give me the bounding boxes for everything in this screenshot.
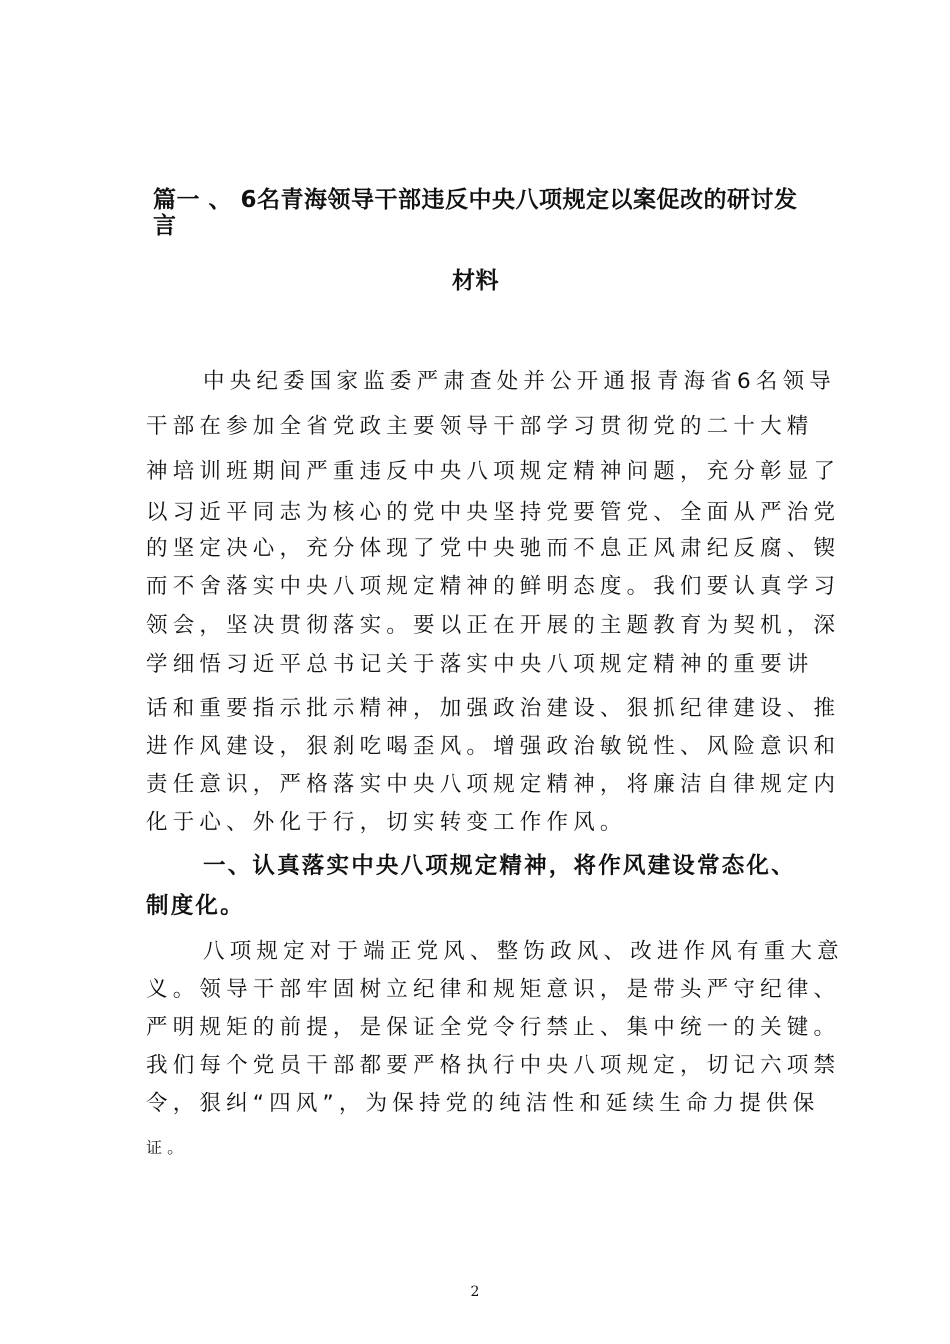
paragraph-1-line: 神培训班期间严重违反中央八项规定精神问题，充分彰显了 [146,459,841,484]
paragraph-2-line: 严明规矩的前提，是保证全党令行禁止、集中统一的关键。 [146,1015,841,1040]
page-number: 2 [470,1284,480,1300]
paragraph-1-line: 中央纪委国家监委严肃查处并公开通报青海省6名领导 [203,369,836,394]
paragraph-1-line: 学细悟习近平总书记关于落实中央八项规定精神的重要讲 [146,652,814,677]
paragraph-2-line: 义。领导干部牢固树立纪律和规矩意识，是带头严守纪律、 [146,977,841,1002]
section-heading-line-1: 一、认真落实中央八项规定精神，将作风建设常态化、 [203,853,796,879]
paragraph-2-line: 令，狠纠“四风”，为保持党的纯洁性和延续生命力提供保 [146,1091,820,1116]
document-title-line-2: 言 [153,213,177,239]
paragraph-1-line: 干部在参加全省党政主要领导干部学习贯彻党的二十大精 [146,414,814,439]
document-title-line-3: 材料 [452,268,499,294]
paragraph-1-line: 化于心、外化于行，切实转变工作作风。 [146,810,627,835]
document-title-line-1: 篇一 、 6名青海领导干部违反中央八项规定以案促改的研讨发 [153,187,798,213]
paragraph-1-line: 领会，坚决贯彻落实。要以正在开展的主题教育为契机，深 [146,613,841,638]
paragraph-1-line: 以习近平同志为核心的党中央坚持党要管党、全面从严治党 [146,500,841,525]
paragraph-1-line: 的坚定决心，充分体现了党中央驰而不息正风肃纪反腐、锲 [146,536,841,561]
paragraph-2-line: 八项规定对于端正党风、整饬政风、改进作风有重大意 [203,939,844,964]
paragraph-1-line: 而不舍落实中央八项规定精神的鲜明态度。我们要认真学习 [146,574,841,599]
paragraph-2-line: 我们每个党员干部都要严格执行中央八项规定，切记六项禁 [146,1053,841,1078]
paragraph-1-line: 进作风建设，狠刹吃喝歪风。增强政治敏锐性、风险意识和 [146,734,841,759]
paragraph-2-tail: 证 。 [146,1138,184,1157]
paragraph-1-line: 责任意识，严格落实中央八项规定精神，将廉洁自律规定内 [146,772,841,797]
paragraph-1-line: 话和重要指示批示精神，加强政治建设、狠抓纪律建设、推 [146,696,841,721]
section-heading-line-2: 制度化。 [146,893,245,919]
